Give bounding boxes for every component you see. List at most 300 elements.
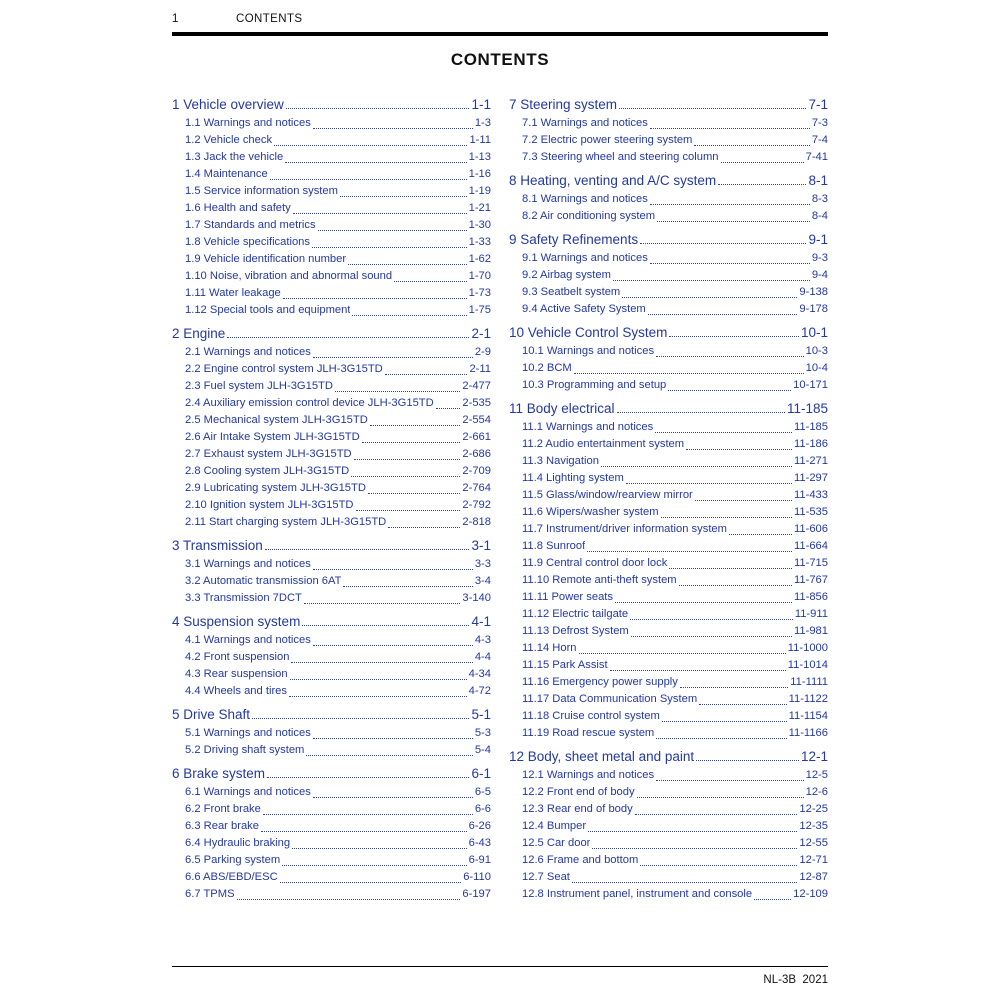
- toc-entry-page: 8-3: [811, 193, 828, 205]
- dot-leader: [650, 204, 810, 205]
- toc-sub-entry[interactable]: [509, 674, 828, 691]
- toc-sub-entry[interactable]: [172, 649, 491, 666]
- toc-entry-page: 11-1154: [788, 710, 828, 722]
- toc-sub-entry[interactable]: [509, 589, 828, 606]
- toc-sub-entry[interactable]: [509, 284, 828, 301]
- toc-sub-entry[interactable]: [509, 250, 828, 267]
- toc-entry-title: 12.7 Seat: [522, 871, 570, 883]
- toc-entry-title: 1.8 Vehicle specifications: [185, 236, 311, 248]
- dot-leader: [348, 264, 467, 265]
- toc-entry-page: 6-43: [468, 837, 491, 849]
- toc-sub-entry[interactable]: [172, 429, 491, 446]
- toc-entry-page: 2-818: [462, 516, 491, 528]
- dot-leader: [669, 568, 792, 569]
- toc-entry-page: 6-1: [471, 766, 491, 781]
- toc-chapter-entry[interactable]: [172, 326, 491, 341]
- chapter-block: [509, 749, 828, 903]
- toc-entry-page: 3-1: [471, 538, 491, 553]
- toc-sub-entry[interactable]: [509, 267, 828, 284]
- toc-sub-entry[interactable]: [172, 632, 491, 649]
- toc-sub-entry[interactable]: [509, 132, 828, 149]
- dot-leader: [261, 831, 467, 832]
- toc-sub-entry[interactable]: [509, 208, 828, 225]
- toc-entry-page: 1-70: [468, 270, 491, 282]
- toc-entry-title: 5.1 Warnings and notices: [185, 727, 311, 739]
- toc-entry-page: 1-13: [468, 151, 491, 163]
- dot-leader: [619, 108, 806, 109]
- chapter-block: [509, 173, 828, 225]
- toc-sub-entry[interactable]: [172, 835, 491, 852]
- dot-leader: [617, 412, 785, 413]
- toc-entry-title: 11.15 Park Assist: [522, 659, 608, 671]
- dot-leader: [313, 645, 473, 646]
- toc-entry-title: 1.2 Vehicle check: [185, 134, 273, 146]
- toc-entry-title: 11.18 Cruise control system: [522, 710, 660, 722]
- toc-sub-entry[interactable]: [509, 470, 828, 487]
- page-header: [172, 0, 828, 25]
- dot-leader: [587, 551, 792, 552]
- dot-leader: [356, 510, 461, 511]
- toc-entry-title: 1.6 Health and safety: [185, 202, 291, 214]
- toc-entry-page: 11-185: [793, 421, 828, 433]
- dot-leader: [648, 314, 798, 315]
- dot-leader: [313, 797, 473, 798]
- chapter-block: [509, 232, 828, 318]
- toc-sub-entry[interactable]: [172, 818, 491, 835]
- dot-leader: [352, 315, 466, 316]
- toc-entry-title: 10.2 BCM: [522, 362, 572, 374]
- toc-sub-entry[interactable]: [172, 361, 491, 378]
- dot-leader: [351, 476, 460, 477]
- dot-leader: [572, 882, 797, 883]
- toc-sub-entry[interactable]: [509, 767, 828, 784]
- toc-sub-entry[interactable]: [172, 852, 491, 869]
- toc-entry-title: 7.3 Steering wheel and steering column: [522, 151, 719, 163]
- toc-entry-page: 2-11: [469, 363, 491, 375]
- toc-entry-title: 11.7 Instrument/driver information system: [522, 523, 727, 535]
- toc-entry-title: 1.9 Vehicle identification number: [185, 253, 347, 265]
- dot-leader: [686, 449, 792, 450]
- toc-entry-page: 1-62: [468, 253, 491, 265]
- toc-entry-title: 11.14 Horn: [522, 642, 577, 654]
- dot-leader: [630, 619, 793, 620]
- dot-leader: [754, 899, 791, 900]
- dot-leader: [640, 243, 806, 244]
- toc-entry-title: 7 Steering system: [509, 97, 618, 112]
- toc-sub-entry[interactable]: [172, 217, 491, 234]
- toc-sub-entry[interactable]: [172, 166, 491, 183]
- chapter-block: [172, 326, 491, 531]
- toc-entry-title: 12.5 Car door: [522, 837, 591, 849]
- toc-chapter-entry[interactable]: [509, 749, 828, 764]
- toc-sub-entry[interactable]: [509, 436, 828, 453]
- toc-entry-page: 12-109: [793, 888, 828, 900]
- toc-entry-page: 1-21: [468, 202, 491, 214]
- toc-entry-title: 1.3 Jack the vehicle: [185, 151, 284, 163]
- dot-leader: [291, 662, 472, 663]
- toc-entry-page: 2-686: [462, 448, 491, 460]
- dot-leader: [680, 687, 788, 688]
- toc-entry-title: 11.3 Navigation: [522, 455, 599, 467]
- toc-entry-title: 8.1 Warnings and notices: [522, 193, 648, 205]
- toc-sub-entry[interactable]: [172, 251, 491, 268]
- toc-sub-entry[interactable]: [172, 149, 491, 166]
- toc-entry-page: 10-4: [805, 362, 828, 374]
- toc-entry-page: 2-535: [462, 397, 491, 409]
- toc-entry-title: 1.7 Standards and metrics: [185, 219, 316, 231]
- dot-leader: [662, 721, 787, 722]
- dot-leader: [274, 145, 467, 146]
- toc-entry-page: 9-3: [811, 252, 828, 264]
- toc-sub-entry[interactable]: [509, 343, 828, 360]
- dot-leader: [343, 586, 472, 587]
- dot-leader: [729, 534, 792, 535]
- dot-leader: [293, 213, 467, 214]
- toc-sub-entry[interactable]: [172, 200, 491, 217]
- toc-sub-entry[interactable]: [172, 725, 491, 742]
- toc-sub-entry[interactable]: [172, 886, 491, 903]
- toc-sub-entry[interactable]: [172, 683, 491, 700]
- toc-entry-page: 10-171: [793, 379, 828, 391]
- toc-chapter-entry[interactable]: [172, 97, 491, 112]
- toc-sub-entry[interactable]: [172, 480, 491, 497]
- toc-sub-entry[interactable]: [172, 514, 491, 531]
- toc-entry-page: 9-1: [808, 232, 828, 247]
- toc-chapter-entry[interactable]: [509, 232, 828, 247]
- dot-leader: [313, 128, 473, 129]
- dot-leader: [601, 466, 792, 467]
- toc-entry-page: 12-71: [799, 854, 828, 866]
- toc-entry-title: 11.16 Emergency power supply: [522, 676, 678, 688]
- chapter-block: [172, 97, 491, 319]
- toc-entry-title: 12.3 Rear end of body: [522, 803, 633, 815]
- toc-entry-page: 11-981: [793, 625, 828, 637]
- toc-sub-entry[interactable]: [172, 234, 491, 251]
- toc-entry-title: 4.3 Rear suspension: [185, 668, 288, 680]
- toc-entry-title: 2.2 Engine control system JLH-3G15TD: [185, 363, 383, 375]
- toc-entry-title: 2 Engine: [172, 326, 226, 341]
- toc-entry-title: 3.2 Automatic transmission 6AT: [185, 575, 342, 587]
- toc-entry-title: 9 Safety Refinements: [509, 232, 639, 247]
- toc-entry-page: 4-72: [468, 685, 491, 697]
- toc-entry-title: 2.7 Exhaust system JLH-3G15TD: [185, 448, 352, 460]
- toc-sub-entry[interactable]: [172, 183, 491, 200]
- toc-sub-entry[interactable]: [172, 268, 491, 285]
- toc-entry-page: 11-433: [793, 489, 828, 501]
- dot-leader: [694, 145, 809, 146]
- dot-leader: [292, 848, 467, 849]
- dot-leader: [668, 390, 791, 391]
- header-rule: [172, 32, 828, 36]
- toc-chapter-entry[interactable]: [172, 614, 491, 629]
- toc-entry-title: 2.4 Auxiliary emission control device JLH-3G15TD: [185, 397, 434, 409]
- toc-sub-entry[interactable]: [509, 191, 828, 208]
- header-page-number: 1: [172, 13, 179, 25]
- toc-entry-title: 11.13 Defrost System: [522, 625, 629, 637]
- toc-entry-title: 6.5 Parking system: [185, 854, 281, 866]
- toc-sub-entry[interactable]: [172, 801, 491, 818]
- toc-entry-page: 1-16: [468, 168, 491, 180]
- toc-sub-entry[interactable]: [509, 301, 828, 318]
- toc-entry-title: 2.9 Lubricating system JLH-3G15TD: [185, 482, 366, 494]
- toc-entry-page: 11-297: [793, 472, 828, 484]
- toc-sub-entry[interactable]: [509, 487, 828, 504]
- toc-sub-entry[interactable]: [509, 538, 828, 555]
- toc-sub-entry[interactable]: [172, 378, 491, 395]
- toc-entry-page: 11-1122: [788, 693, 828, 705]
- toc-sub-entry[interactable]: [509, 377, 828, 394]
- toc-sub-entry[interactable]: [172, 869, 491, 886]
- dot-leader: [669, 336, 799, 337]
- toc-sub-entry[interactable]: [509, 419, 828, 436]
- toc-entry-page: 2-9: [474, 346, 491, 358]
- toc-sub-entry[interactable]: [509, 115, 828, 132]
- toc-sub-entry[interactable]: [509, 657, 828, 674]
- toc-entry-title: 9.3 Seatbelt system: [522, 286, 621, 298]
- toc-entry-title: 11 Body electrical: [509, 401, 615, 416]
- dot-leader: [368, 493, 460, 494]
- page-title: CONTENTS: [450, 50, 550, 69]
- toc-sub-entry[interactable]: [509, 691, 828, 708]
- toc-entry-page: 5-4: [474, 744, 491, 756]
- toc-entry-page: 11-1111: [790, 676, 828, 688]
- toc-chapter-entry[interactable]: [172, 766, 491, 781]
- dot-leader: [280, 882, 462, 883]
- toc-chapter-entry[interactable]: [509, 325, 828, 340]
- dot-leader: [313, 738, 473, 739]
- toc-sub-entry[interactable]: [509, 725, 828, 742]
- dot-leader: [252, 718, 469, 719]
- toc-entry-title: 7.2 Electric power steering system: [522, 134, 693, 146]
- toc-entry-title: 7.1 Warnings and notices: [522, 117, 648, 129]
- toc-column-right: [509, 90, 828, 907]
- toc-sub-entry[interactable]: [172, 344, 491, 361]
- toc-entry-page: 12-5: [805, 769, 828, 781]
- toc-sub-entry[interactable]: [509, 818, 828, 835]
- dot-leader: [263, 814, 473, 815]
- toc-entry-title: 11.4 Lighting system: [522, 472, 624, 484]
- toc-entry-title: 12.4 Bumper: [522, 820, 587, 832]
- toc-sub-entry[interactable]: [509, 521, 828, 538]
- toc-entry-title: 6.6 ABS/EBD/ESC: [185, 871, 278, 883]
- toc-sub-entry[interactable]: [509, 149, 828, 166]
- toc-entry-title: 2.8 Cooling system JLH-3G15TD: [185, 465, 350, 477]
- toc-entry-title: 12.8 Instrument panel, instrument and console: [522, 888, 753, 900]
- toc-entry-title: 9.1 Warnings and notices: [522, 252, 648, 264]
- dot-leader: [718, 184, 806, 185]
- toc-chapter-entry[interactable]: [509, 97, 828, 112]
- toc-entry-page: 11-1000: [787, 642, 828, 654]
- toc-entry-page: 7-41: [805, 151, 828, 163]
- toc-entry-page: 12-55: [799, 837, 828, 849]
- dot-leader: [696, 760, 799, 761]
- toc-entry-page: 10-1: [800, 325, 828, 340]
- dot-leader: [385, 374, 468, 375]
- toc-entry-title: 11.8 Sunroof: [522, 540, 586, 552]
- dot-leader: [610, 670, 786, 671]
- dot-leader: [302, 625, 469, 626]
- toc-entry-title: 6.4 Hydraulic braking: [185, 837, 291, 849]
- toc-entry-page: 11-606: [793, 523, 828, 535]
- dot-leader: [312, 247, 467, 248]
- toc-entry-title: 10 Vehicle Control System: [509, 325, 668, 340]
- dot-leader: [626, 483, 792, 484]
- toc-entry-title: 8 Heating, venting and A/C system: [509, 173, 717, 188]
- toc-entry-page: 12-87: [799, 871, 828, 883]
- toc-entry-title: 10.3 Programming and setup: [522, 379, 667, 391]
- toc-sub-entry[interactable]: [509, 801, 828, 818]
- chapter-block: [172, 707, 491, 759]
- dot-leader: [588, 831, 797, 832]
- dot-leader: [592, 848, 797, 849]
- toc-entry-title: 11.2 Audio entertainment system: [522, 438, 685, 450]
- toc-entry-page: 1-11: [469, 134, 491, 146]
- toc-entry-page: 12-25: [799, 803, 828, 815]
- toc-sub-entry[interactable]: [509, 869, 828, 886]
- toc-chapter-entry[interactable]: [172, 538, 491, 553]
- toc-sub-entry[interactable]: [172, 742, 491, 759]
- footer-rule: [172, 966, 828, 968]
- toc-sub-entry[interactable]: [172, 666, 491, 683]
- dot-leader: [699, 704, 786, 705]
- toc-entry-title: 1.5 Service information system: [185, 185, 338, 197]
- toc-sub-entry[interactable]: [509, 835, 828, 852]
- chapter-block: [172, 538, 491, 607]
- toc-sub-entry[interactable]: [172, 497, 491, 514]
- toc-entry-page: 3-140: [462, 592, 491, 604]
- dot-leader: [267, 777, 469, 778]
- toc-entry-title: 12.6 Frame and bottom: [522, 854, 639, 866]
- dot-leader: [318, 230, 467, 231]
- toc-entry-page: 9-138: [799, 286, 828, 298]
- toc-sub-entry[interactable]: [509, 640, 828, 657]
- dot-leader: [635, 814, 798, 815]
- dot-leader: [354, 459, 461, 460]
- toc-entry-title: 11.10 Remote anti-theft system: [522, 574, 677, 586]
- toc-sub-entry[interactable]: [509, 606, 828, 623]
- toc-sub-entry[interactable]: [509, 708, 828, 725]
- toc-entry-title: 9.2 Airbag system: [522, 269, 611, 281]
- dot-leader: [613, 280, 810, 281]
- toc-sub-entry[interactable]: [172, 302, 491, 319]
- toc-entry-page: 6-26: [468, 820, 491, 832]
- toc-chapter-entry[interactable]: [509, 401, 828, 416]
- toc-sub-entry[interactable]: [509, 572, 828, 589]
- toc-entry-title: 11.5 Glass/window/rearview mirror: [522, 489, 693, 501]
- toc-entry-page: 11-911: [794, 608, 828, 620]
- dot-leader: [340, 196, 467, 197]
- dot-leader: [695, 500, 792, 501]
- toc-entry-page: 11-185: [786, 401, 828, 416]
- toc-sub-entry[interactable]: [172, 573, 491, 590]
- toc-entry-title: 4 Suspension system: [172, 614, 301, 629]
- toc-entry-page: 11-856: [793, 591, 828, 603]
- toc-entry-title: 11.17 Data Communication System: [522, 693, 698, 705]
- toc-sub-entry[interactable]: [509, 784, 828, 801]
- dot-leader: [237, 899, 461, 900]
- toc-sub-entry[interactable]: [172, 395, 491, 412]
- toc-sub-entry[interactable]: [509, 852, 828, 869]
- toc-sub-entry[interactable]: [509, 453, 828, 470]
- toc-sub-entry[interactable]: [172, 115, 491, 132]
- dot-leader: [574, 373, 804, 374]
- dot-leader: [650, 128, 810, 129]
- toc-sub-entry[interactable]: [509, 886, 828, 903]
- toc-sub-entry[interactable]: [172, 412, 491, 429]
- toc-entry-page: 6-91: [468, 854, 491, 866]
- toc-sub-entry[interactable]: [509, 504, 828, 521]
- toc-entry-page: 4-34: [468, 668, 491, 680]
- toc-chapter-entry[interactable]: [509, 173, 828, 188]
- chapter-block: [509, 97, 828, 166]
- toc-sub-entry[interactable]: [509, 555, 828, 572]
- toc-sub-entry[interactable]: [172, 132, 491, 149]
- toc-column-left: [172, 90, 491, 907]
- dot-leader: [656, 738, 786, 739]
- dot-leader: [283, 298, 467, 299]
- chapter-block: [509, 325, 828, 394]
- toc-entry-page: 7-4: [811, 134, 828, 146]
- dot-leader: [657, 221, 810, 222]
- toc-entry-title: 11.6 Wipers/washer system: [522, 506, 659, 518]
- dot-leader: [282, 865, 466, 866]
- toc-entry-title: 8.2 Air conditioning system: [522, 210, 656, 222]
- toc-entry-title: 2.6 Air Intake System JLH-3G15TD: [185, 431, 360, 443]
- dot-leader: [394, 281, 466, 282]
- toc-sub-entry[interactable]: [172, 285, 491, 302]
- toc-entry-title: 6.2 Front brake: [185, 803, 261, 815]
- toc-entry-page: 11-767: [793, 574, 828, 586]
- toc-entry-title: 4.2 Front suspension: [185, 651, 290, 663]
- toc-entry-page: 4-1: [471, 614, 491, 629]
- toc-entry-title: 1.12 Special tools and equipment: [185, 304, 351, 316]
- dot-leader: [650, 263, 810, 264]
- toc-entry-page: 9-4: [811, 269, 828, 281]
- toc-sub-entry[interactable]: [172, 556, 491, 573]
- toc-entry-page: 6-197: [462, 888, 491, 900]
- toc-sub-entry[interactable]: [172, 463, 491, 480]
- table-of-contents: [172, 90, 828, 907]
- toc-sub-entry[interactable]: [172, 590, 491, 607]
- toc-entry-page: 7-1: [808, 97, 828, 112]
- toc-entry-title: 11.19 Road rescue system: [522, 727, 655, 739]
- toc-sub-entry[interactable]: [509, 360, 828, 377]
- toc-entry-page: 2-661: [462, 431, 491, 443]
- dot-leader: [655, 432, 792, 433]
- toc-entry-title: 1.10 Noise, vibration and abnormal sound: [185, 270, 393, 282]
- dot-leader: [285, 162, 466, 163]
- toc-entry-title: 2.5 Mechanical system JLH-3G15TD: [185, 414, 368, 426]
- dot-leader: [631, 636, 792, 637]
- toc-sub-entry[interactable]: [172, 784, 491, 801]
- toc-chapter-entry[interactable]: [172, 707, 491, 722]
- toc-entry-page: 8-1: [808, 173, 828, 188]
- dot-leader: [286, 108, 470, 109]
- dot-leader: [637, 797, 804, 798]
- toc-entry-page: 12-6: [805, 786, 828, 798]
- toc-sub-entry[interactable]: [172, 446, 491, 463]
- toc-entry-page: 1-3: [474, 117, 491, 129]
- toc-entry-title: 4.1 Warnings and notices: [185, 634, 311, 646]
- dot-leader: [289, 696, 467, 697]
- toc-entry-page: 5-1: [471, 707, 491, 722]
- toc-entry-title: 3 Transmission: [172, 538, 263, 553]
- toc-entry-page: 11-271: [793, 455, 828, 467]
- toc-sub-entry[interactable]: [509, 623, 828, 640]
- dot-leader: [313, 569, 473, 570]
- toc-entry-title: 12.1 Warnings and notices: [522, 769, 655, 781]
- toc-entry-page: 4-3: [474, 634, 491, 646]
